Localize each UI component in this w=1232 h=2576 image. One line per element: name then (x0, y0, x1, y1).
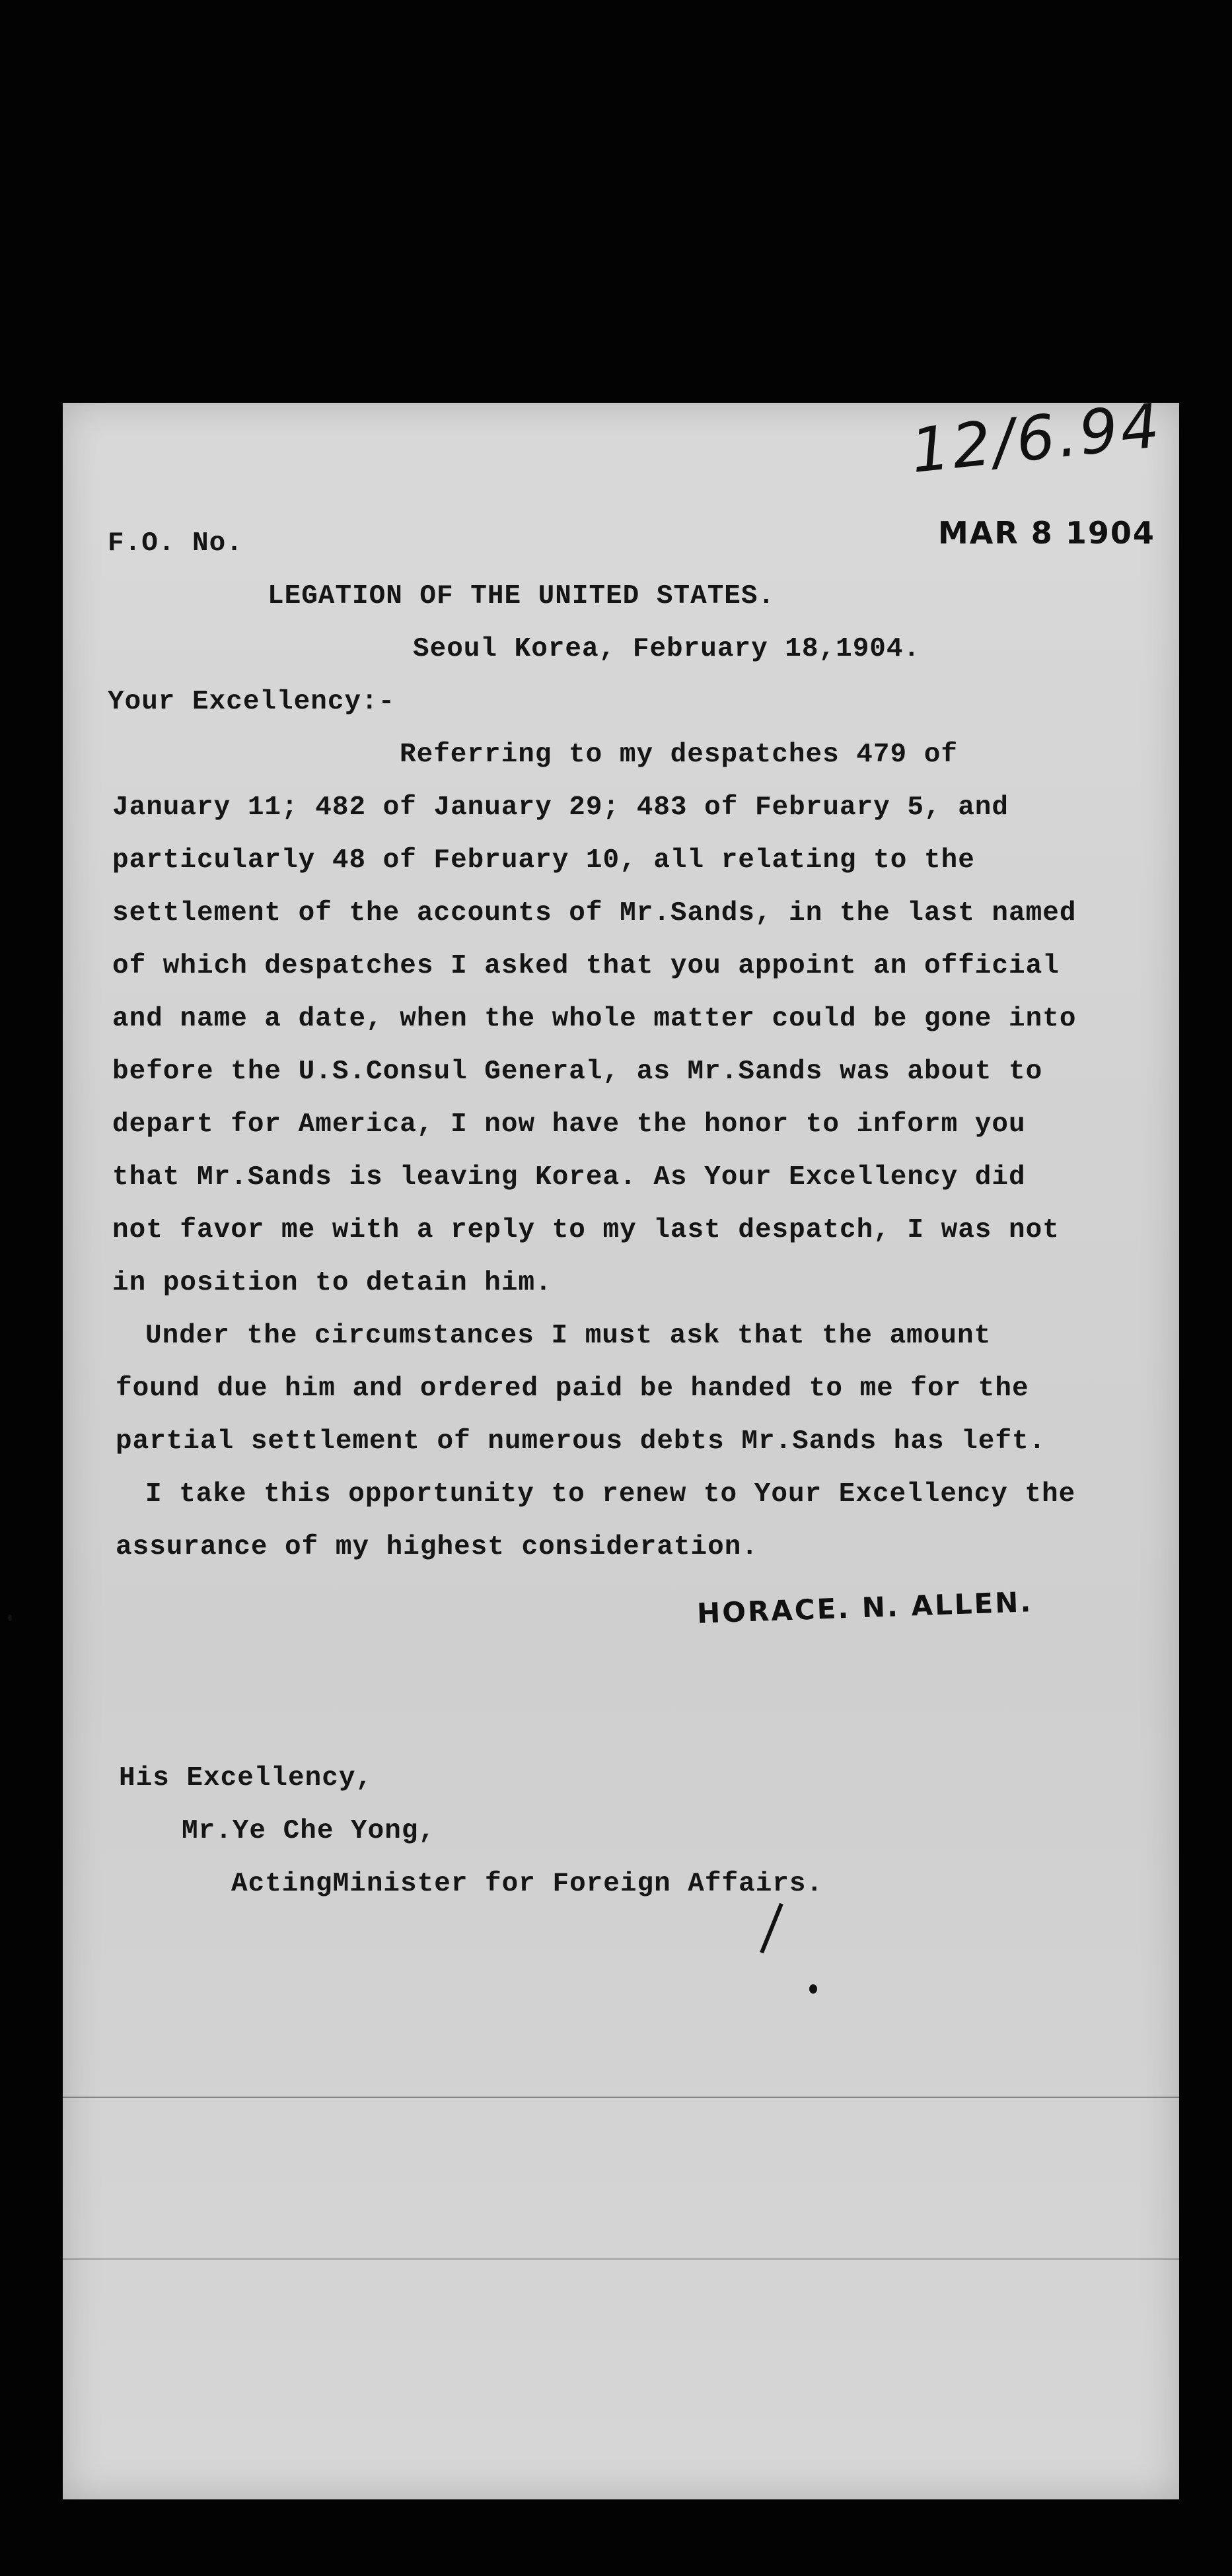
body-line: I take this opportunity to renew to Your Excellency the (145, 1479, 1076, 1510)
body-line: in position to detain him. (112, 1268, 552, 1298)
body-line: of which despatches I asked that you appoint an official (112, 951, 1060, 981)
body-line: settlement of the accounts of Mr.Sands, in the last named (112, 898, 1077, 928)
letterhead-organization: LEGATION OF THE UNITED STATES. (268, 581, 776, 611)
addressee-line: Mr.Ye Che Yong, (182, 1816, 436, 1846)
pencil-check-mark (760, 1903, 783, 1953)
addressee-line: ActingMinister for Foreign Affairs. (231, 1869, 824, 1899)
received-date-stamp: MAR 8 1904 (938, 515, 1155, 551)
body-line: and name a date, when the whole matter could be gone into (112, 1004, 1077, 1034)
body-line: Referring to my despatches 479 of (400, 740, 958, 770)
file-number-annotation: 12/6.94 (907, 390, 1165, 487)
ink-speck (809, 1984, 817, 1994)
fo-number: F.O. No. (108, 528, 243, 559)
body-line: Under the circumstances I must ask that the amount (145, 1321, 992, 1351)
signature: HORACE. N. ALLEN. (696, 1585, 1034, 1630)
letter-page (63, 390, 1179, 2499)
addressee-line: His Excellency, (119, 1763, 373, 1793)
body-line: found due him and ordered paid be handed to me for the (116, 1374, 1029, 1404)
body-line: that Mr.Sands is leaving Korea. As Your Excellency did (112, 1162, 1026, 1193)
body-line: assurance of my highest consideration. (116, 1532, 758, 1562)
body-line: before the U.S.Consul General, as Mr.Sands was about to (112, 1057, 1043, 1087)
film-speck (8, 1615, 12, 1621)
body-line: particularly 48 of February 10, all relating to the (112, 845, 975, 876)
body-line: partial settlement of numerous debts Mr.Sands has left. (116, 1426, 1046, 1457)
fold-line (63, 2258, 1179, 2260)
body-line: depart for America, I now have the honor to inform you (112, 1109, 1026, 1140)
letterhead-place-date: Seoul Korea, February 18,1904. (413, 634, 921, 664)
body-line: January 11; 482 of January 29; 483 of February 5, and (112, 792, 1009, 823)
body-line: not favor me with a reply to my last despatch, I was not (112, 1215, 1060, 1245)
salutation: Your Excellency:- (108, 687, 396, 717)
